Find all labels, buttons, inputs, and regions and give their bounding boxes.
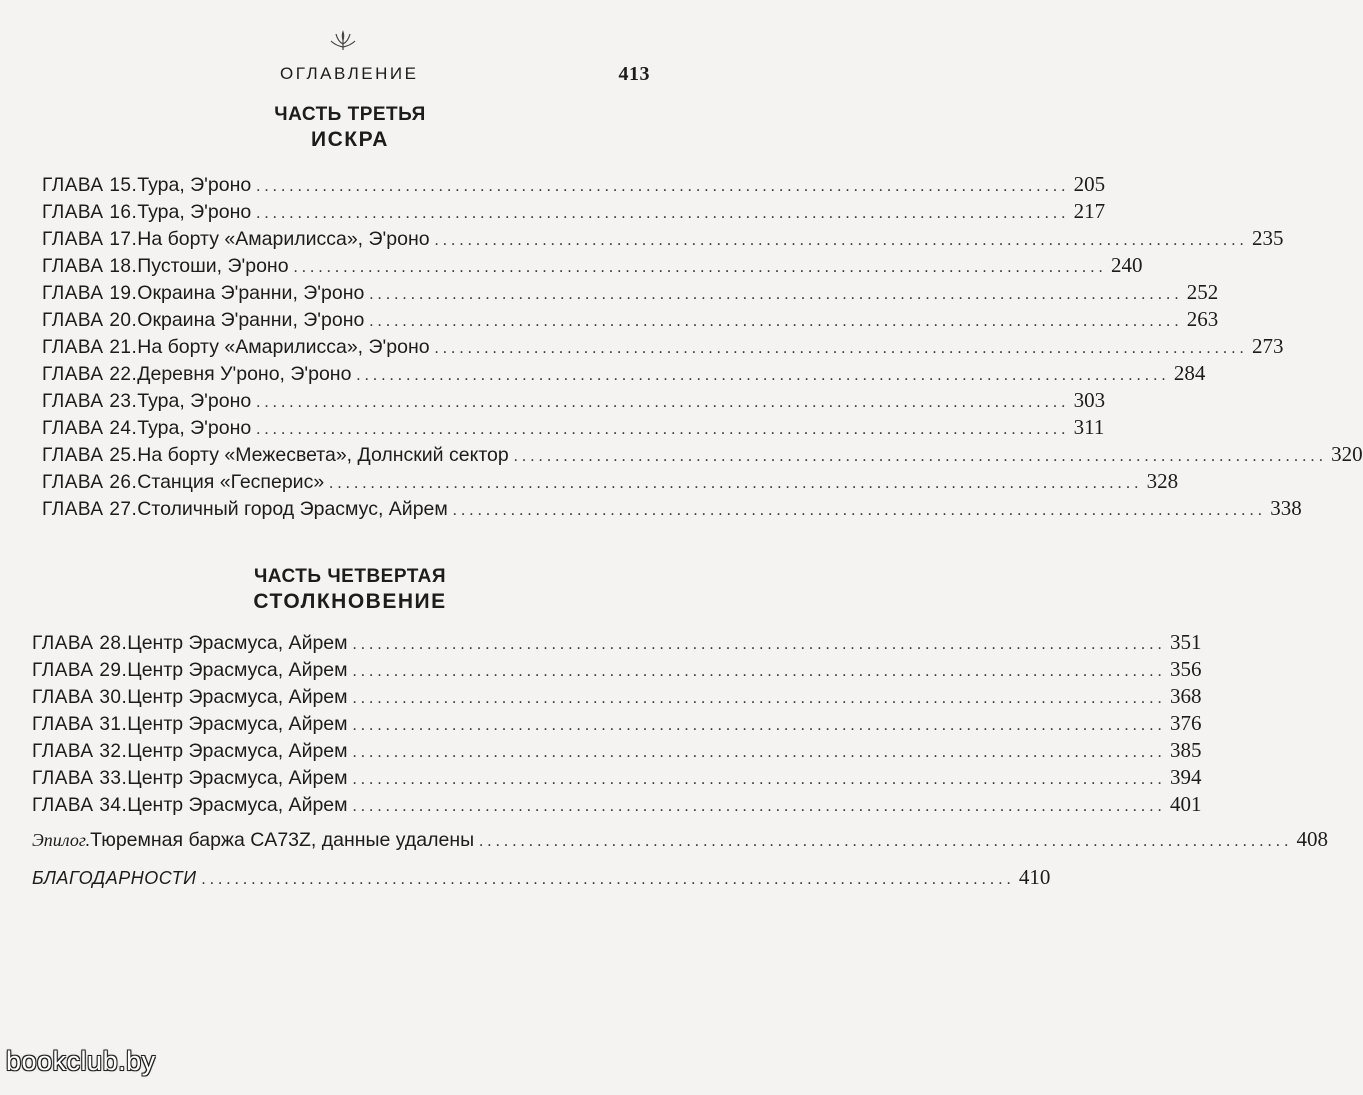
chapter-page: 252	[1186, 280, 1219, 304]
leader-dots: ..................................................................................................	[352, 663, 1166, 680]
epilogue-label: Эпилог.	[32, 830, 91, 850]
chapter-page: 394	[1169, 765, 1202, 789]
chapter-page: 284	[1173, 361, 1206, 385]
leader-dots: ..................................................................................................	[352, 717, 1166, 734]
chapter-label: ГЛАВА 17.	[42, 229, 138, 250]
chapter-place: Центр Эрасмуса, Айрем	[127, 794, 348, 816]
toc-entry	[32, 738, 1202, 766]
leader-dots: ..................................................................................................	[256, 421, 1070, 438]
chapter-label: ГЛАВА 23.	[42, 391, 138, 412]
toc-entry	[42, 388, 1106, 416]
chapter-page: 328	[1146, 469, 1179, 493]
epilogue-place: Тюремная баржа CA73Z, данные удалены	[90, 829, 475, 851]
chapter-label: ГЛАВА 21.	[42, 337, 138, 358]
chapter-label: ГЛАВА 31.	[32, 714, 128, 735]
chapter-page: 356	[1169, 657, 1202, 681]
toc-entry-epilogue	[32, 827, 1329, 855]
chapter-place: Тура, Э'роно	[137, 201, 252, 223]
chapter-page: 311	[1073, 415, 1105, 439]
leader-dots: ..................................................................................................	[356, 367, 1170, 384]
leader-dots: ..................................................................................................	[352, 744, 1166, 761]
chapter-label: ГЛАВА 15.	[42, 175, 138, 196]
toc-entry	[42, 496, 1302, 524]
part-heading	[0, 566, 700, 614]
running-head	[0, 60, 700, 90]
floral-ornament-icon	[328, 30, 358, 52]
leader-dots: ..................................................................................................	[352, 636, 1166, 653]
leader-dots: ..................................................................................................	[256, 205, 1070, 222]
toc-entry-acknowledgments	[32, 865, 1051, 893]
chapter-page: 376	[1169, 711, 1202, 735]
chapter-page: 205	[1073, 172, 1106, 196]
chapter-place: Окраина Э'ранни, Э'роно	[137, 282, 365, 304]
part-title: ИСКРА	[311, 128, 389, 151]
toc-entry	[42, 307, 1219, 335]
watermark: bookclub.by	[6, 1046, 156, 1076]
leader-dots: ..................................................................................................	[479, 833, 1293, 850]
toc-entry	[42, 361, 1206, 389]
chapter-place: Центр Эрасмуса, Айрем	[127, 632, 348, 654]
running-head-title: ОГЛАВЛЕНИЕ	[280, 64, 419, 83]
chapter-page: 401	[1169, 792, 1202, 816]
toc-entry	[32, 630, 1202, 658]
chapter-place: Тура, Э'роно	[137, 417, 252, 439]
chapter-label: ГЛАВА 18.	[42, 256, 138, 277]
leader-dots: ..................................................................................................	[329, 475, 1143, 492]
toc-entry	[32, 711, 1202, 739]
leader-dots: ..................................................................................................	[369, 286, 1183, 303]
chapter-page: 273	[1251, 334, 1284, 358]
acknowledgments-label: БЛАГОДАРНОСТИ	[32, 868, 197, 888]
chapter-label: ГЛАВА 30.	[32, 687, 128, 708]
toc-entry	[32, 792, 1202, 820]
chapter-place: Центр Эрасмуса, Айрем	[127, 767, 348, 789]
chapter-place: На борту «Межесвета», Долнский сектор	[137, 444, 509, 466]
chapter-place: Тура, Э'роно	[137, 390, 252, 412]
leader-dots: ..................................................................................................	[434, 340, 1248, 357]
leader-dots: ..................................................................................................	[452, 502, 1267, 519]
chapter-place: Центр Эрасмуса, Айрем	[127, 659, 348, 681]
chapter-place: Центр Эрасмуса, Айрем	[127, 686, 348, 708]
chapter-page: 368	[1169, 684, 1202, 708]
chapter-page: 320	[1331, 442, 1363, 466]
page-number: 413	[618, 63, 650, 85]
leader-dots: ..................................................................................................	[352, 798, 1166, 815]
chapter-label: ГЛАВА 25.	[42, 445, 138, 466]
leader-dots: ..................................................................................................	[293, 259, 1107, 276]
chapter-place: На борту «Амарилисса», Э'роно	[137, 228, 430, 250]
chapter-label: ГЛАВА 33.	[32, 768, 128, 789]
leader-dots: ..................................................................................................	[352, 771, 1166, 788]
chapter-label: ГЛАВА 22.	[42, 364, 138, 385]
acknowledgments-page: 410	[1018, 865, 1051, 889]
chapter-page: 338	[1270, 496, 1302, 520]
leader-dots: ..................................................................................................	[369, 313, 1183, 330]
chapter-page: 303	[1073, 388, 1106, 412]
chapter-place: Деревня У'роно, Э'роно	[137, 363, 352, 385]
chapter-place: Пустоши, Э'роно	[137, 255, 289, 277]
toc-entry	[42, 199, 1106, 227]
chapter-page: 385	[1169, 738, 1202, 762]
toc-entry	[42, 415, 1105, 443]
toc-entry	[42, 334, 1284, 362]
toc-entry	[42, 469, 1179, 497]
chapter-page: 351	[1169, 630, 1202, 654]
toc-entry	[32, 684, 1202, 712]
toc-entry	[32, 657, 1202, 685]
chapter-label: ГЛАВА 19.	[42, 283, 138, 304]
chapter-place: Тура, Э'роно	[137, 174, 252, 196]
toc-entry	[42, 442, 1363, 470]
part-heading	[0, 104, 700, 152]
chapter-label: ГЛАВА 28.	[32, 633, 128, 654]
chapter-label: ГЛАВА 34.	[32, 795, 128, 816]
chapter-place: На борту «Амарилисса», Э'роно	[137, 336, 430, 358]
chapter-page: 263	[1186, 307, 1219, 331]
toc-entry	[42, 280, 1219, 308]
chapter-place: Центр Эрасмуса, Айрем	[127, 740, 348, 762]
chapter-label: ГЛАВА 26.	[42, 472, 138, 493]
leader-dots: ..................................................................................................	[352, 690, 1166, 707]
chapter-page: 235	[1251, 226, 1284, 250]
chapter-label: ГЛАВА 29.	[32, 660, 128, 681]
part-title: СТОЛКНОВЕНИЕ	[253, 590, 447, 613]
leader-dots: ..................................................................................................	[434, 232, 1248, 249]
leader-dots: ..................................................................................................	[256, 178, 1070, 195]
part-label: ЧАСТЬ ТРЕТЬЯ	[274, 104, 426, 125]
chapter-label: ГЛАВА 16.	[42, 202, 138, 223]
leader-dots: ..................................................................................................	[256, 394, 1070, 411]
chapter-page: 240	[1110, 253, 1143, 277]
chapter-label: ГЛАВА 32.	[32, 741, 128, 762]
chapter-page: 217	[1073, 199, 1106, 223]
toc-entry	[42, 253, 1143, 281]
chapter-place: Окраина Э'ранни, Э'роно	[137, 309, 365, 331]
chapter-label: ГЛАВА 24.	[42, 418, 138, 439]
leader-dots: ..................................................................................................	[513, 448, 1328, 465]
chapter-place: Центр Эрасмуса, Айрем	[127, 713, 348, 735]
toc-entry	[42, 172, 1106, 200]
epilogue-page: 408	[1296, 827, 1329, 851]
toc-entry	[42, 226, 1284, 254]
toc-entry	[32, 765, 1202, 793]
chapter-label: ГЛАВА 27.	[42, 499, 138, 520]
chapter-place: Столичный город Эрасмус, Айрем	[137, 498, 448, 520]
leader-dots: ..................................................................................................	[201, 871, 1015, 888]
part-label: ЧАСТЬ ЧЕТВЕРТАЯ	[253, 566, 447, 587]
chapter-place: Станция «Гесперис»	[137, 471, 325, 493]
chapter-label: ГЛАВА 20.	[42, 310, 138, 331]
